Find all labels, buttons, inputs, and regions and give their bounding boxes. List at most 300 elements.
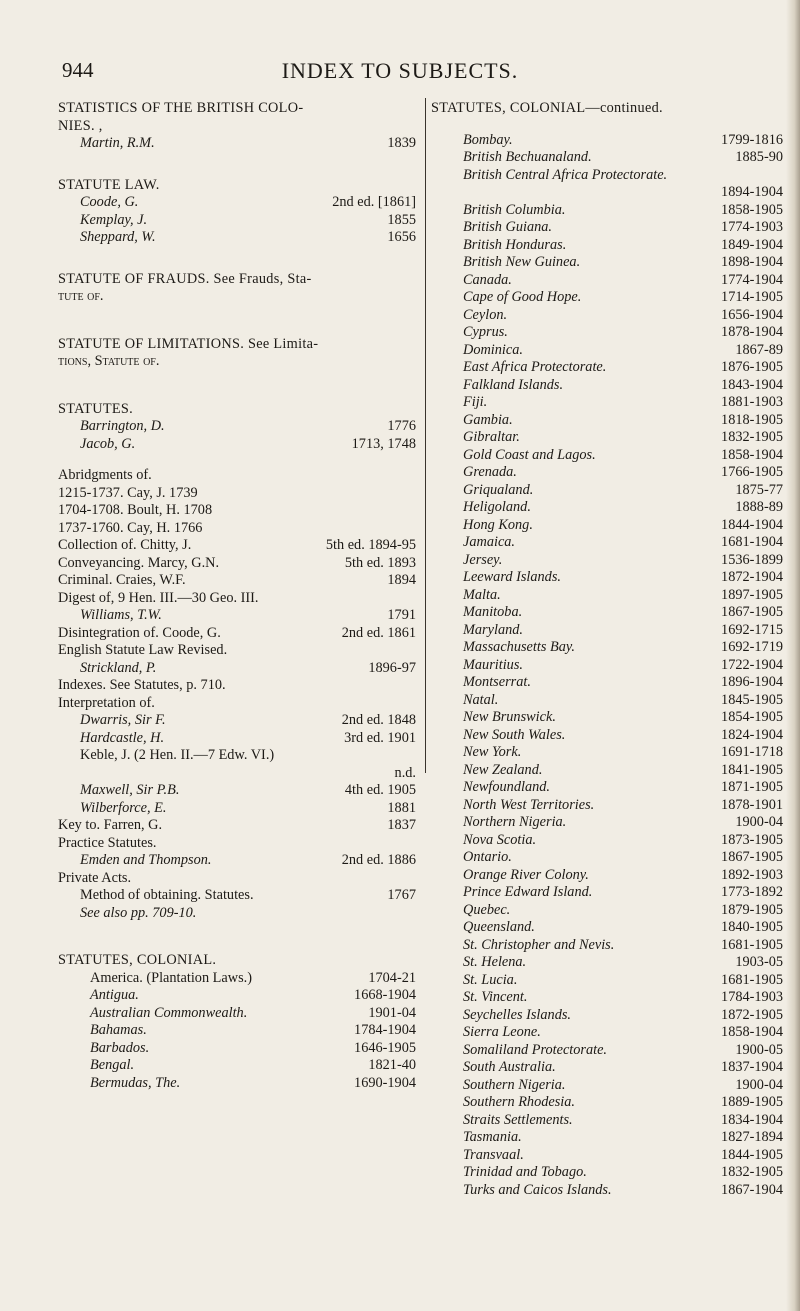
index-entry (431, 972, 783, 990)
entry-date: 1818-1905 (721, 411, 783, 428)
entry-text: New York. (463, 744, 522, 760)
entry-date: 1536-1899 (721, 551, 783, 568)
index-entry (431, 884, 783, 902)
entry-date: 1839 (387, 135, 416, 151)
entry-date: 1714-1905 (721, 289, 783, 305)
entry-date: 1774-1903 (721, 219, 783, 235)
index-entry (431, 412, 783, 430)
index-entry (431, 604, 783, 622)
heading-text: STATUTE OF LIMITATIONS. See Limita- (58, 335, 319, 352)
entry-text: Nova Scotia. (463, 831, 537, 848)
index-entry (431, 587, 783, 605)
index-entry (58, 870, 416, 888)
index-entry (431, 1007, 783, 1025)
heading-text: STATISTICS OF THE BRITISH COLO- (58, 100, 304, 116)
index-entry (58, 135, 416, 153)
entry-date: 1872-1905 (721, 1006, 783, 1023)
entry-text: Maxwell, Sir P.B. (80, 782, 180, 798)
entry-text: tions, Statute of. (58, 353, 160, 369)
entry-text: Sheppard, W. (80, 229, 156, 245)
index-entry (58, 765, 416, 783)
entry-date: 1776 (387, 418, 416, 434)
index-entry (431, 1112, 783, 1130)
entry-text: 1215-1737. Cay, J. 1739 (58, 484, 198, 501)
entry-date: 1713, 1748 (351, 435, 416, 452)
entry-date: 1897-1905 (721, 586, 783, 603)
index-entry (431, 919, 783, 937)
entry-text: British Honduras. (463, 236, 567, 253)
entry-text: Northern Nigeria. (463, 814, 567, 830)
entry-text: Tasmania. (463, 1129, 522, 1145)
entry-text: Maryland. (463, 621, 523, 638)
entry-text: Criminal. Craies, W.F. (58, 572, 186, 588)
index-entry (58, 800, 416, 818)
entry-text: Disintegration of. Coode, G. (58, 624, 221, 641)
column-divider (425, 98, 426, 773)
entry-date: 1885-90 (735, 149, 783, 165)
index-entry (431, 779, 783, 797)
index-entry (431, 377, 783, 395)
entry-text: Sierra Leone. (463, 1024, 541, 1040)
entry-text: Jersey. (463, 551, 503, 568)
index-entry (58, 987, 416, 1005)
entry-text: East Africa Protectorate. (463, 359, 607, 375)
index-entry (58, 607, 416, 625)
entry-text: Kemplay, J. (80, 211, 148, 228)
index-entry (58, 660, 416, 678)
entry-text: Manitoba. (463, 604, 523, 620)
index-entry (431, 744, 783, 762)
entry-date: 4th ed. 1905 (344, 782, 416, 798)
index-entry (431, 692, 783, 710)
entry-text: South Australia. (463, 1059, 556, 1075)
entry-text: Dwarris, Sir F. (80, 712, 166, 728)
entry-text: Transvaal. (463, 1146, 524, 1163)
entry-text: Somaliland Protectorate. (463, 1041, 608, 1058)
index-entry (58, 835, 416, 853)
index-entry (58, 730, 416, 748)
entry-text: Heligoland. (463, 499, 531, 515)
entry-text: British Central Africa Protectorate. (463, 166, 668, 183)
entry-text: 1737-1760. Cay, H. 1766 (58, 519, 203, 536)
entry-text: Wilberforce, E. (80, 799, 167, 816)
page-number: 944 (62, 58, 94, 82)
index-entry (431, 202, 783, 220)
entry-date: 5th ed. 1893 (344, 554, 416, 571)
entry-date: 1867-1905 (721, 604, 783, 620)
spacer (58, 153, 416, 177)
entry-date: 1849-1904 (721, 236, 783, 253)
entry-text: Montserrat. (463, 674, 531, 690)
entry-date: 1646-1905 (354, 1039, 416, 1056)
index-heading (58, 118, 416, 136)
index-entry (58, 418, 416, 436)
index-entry (58, 1057, 416, 1075)
entry-text: Interpretation of. (58, 694, 155, 711)
entry-date: 1824-1904 (721, 726, 783, 743)
entry-text: English Statute Law Revised. (58, 642, 228, 658)
entry-text: Trinidad and Tobago. (463, 1164, 587, 1180)
entry-text: St. Lucia. (463, 971, 518, 988)
entry-text: Gambia. (463, 411, 513, 428)
index-entry (431, 272, 783, 290)
index-entry (58, 537, 416, 555)
right-column (431, 100, 783, 1199)
entry-text: Griqualand. (463, 481, 534, 498)
entry-text: Canada. (463, 271, 512, 288)
index-entry (431, 1024, 783, 1042)
entry-date: 1844-1904 (721, 516, 783, 533)
index-entry (58, 747, 416, 765)
entry-date: n.d. (394, 764, 416, 781)
entry-text: Ceylon. (463, 306, 508, 323)
entry-date: 1821-40 (368, 1057, 416, 1073)
entry-text: Bengal. (90, 1057, 135, 1073)
entry-date: 2nd ed. 1861 (341, 624, 416, 641)
index-entry (431, 1077, 783, 1095)
index-entry (431, 307, 783, 325)
entry-text: Gold Coast and Lagos. (463, 446, 596, 463)
index-entry (431, 499, 783, 517)
entry-date: 1898-1904 (721, 254, 783, 270)
entry-date: 1858-1904 (721, 1024, 783, 1040)
entry-date: 1900-04 (735, 814, 783, 830)
entry-date: 1867-1904 (721, 1181, 783, 1198)
index-entry (58, 642, 416, 660)
entry-text: Newfoundland. (463, 779, 550, 795)
entry-date: 1832-1905 (721, 1164, 783, 1180)
entry-text: Grenada. (463, 464, 517, 480)
entry-text: British Columbia. (463, 201, 566, 218)
entry-text: British Bechuanaland. (463, 149, 592, 165)
entry-date: 1879-1905 (721, 901, 783, 918)
entry-text: Bombay. (463, 131, 513, 148)
index-entry (431, 184, 783, 202)
entry-text: Turks and Caicos Islands. (463, 1181, 612, 1198)
entry-text: Strickland, P. (80, 659, 157, 676)
entry-text: Conveyancing. Marcy, G.N. (58, 554, 220, 571)
entry-date: 1896-97 (368, 659, 416, 676)
entry-text: Williams, T.W. (80, 607, 162, 623)
index-entry (431, 727, 783, 745)
index-entry (58, 520, 416, 538)
index-entry (58, 905, 416, 923)
entry-date: 1892-1903 (721, 866, 783, 883)
page-edge-shadow (786, 0, 800, 1311)
entry-text: Hardcastle, H. (80, 729, 165, 746)
entry-date: 1867-89 (735, 341, 783, 358)
entry-text: America. (Plantation Laws.) (90, 969, 252, 986)
index-entry (431, 149, 783, 167)
index-entry (431, 902, 783, 920)
entry-date: 1766-1905 (721, 464, 783, 480)
entry-date: 1774-1904 (721, 271, 783, 288)
entry-text: St. Helena. (463, 954, 527, 970)
index-entry (431, 622, 783, 640)
entry-date: 1878-1901 (721, 796, 783, 813)
index-entry (58, 1040, 416, 1058)
entry-text: Leeward Islands. (463, 569, 561, 585)
entry-date: 1767 (387, 887, 416, 903)
index-entry (431, 937, 783, 955)
index-entry (58, 782, 416, 800)
entry-text: Practice Statutes. (58, 834, 157, 851)
index-entry (431, 394, 783, 412)
entry-text: Barrington, D. (80, 418, 165, 434)
entry-date: 1690-1904 (354, 1074, 416, 1091)
index-entry (431, 552, 783, 570)
entry-date: 1784-1903 (721, 989, 783, 1005)
index-heading (431, 100, 783, 118)
index-entry (431, 657, 783, 675)
index-entry (431, 709, 783, 727)
index-entry (431, 219, 783, 237)
index-entry (58, 555, 416, 573)
index-entry (431, 289, 783, 307)
heading-text: STATUTE LAW. (58, 176, 160, 193)
entry-text: Australian Commonwealth. (90, 1004, 248, 1021)
index-entry (58, 502, 416, 520)
entry-date: 1855 (387, 211, 416, 228)
entry-text: Seychelles Islands. (463, 1006, 571, 1023)
entry-date: 1867-1905 (721, 849, 783, 865)
entry-date: 1837-1904 (721, 1059, 783, 1075)
index-entry (58, 194, 416, 212)
entry-text: Mauritius. (463, 656, 523, 673)
entry-date: 1681-1905 (721, 936, 783, 953)
index-entry (431, 254, 783, 272)
index-entry (431, 1147, 783, 1165)
entry-text: New Brunswick. (463, 709, 556, 725)
index-entry (431, 849, 783, 867)
entry-date: 1858-1904 (721, 446, 783, 463)
entry-date: 1784-1904 (354, 1022, 416, 1038)
index-entry (58, 1005, 416, 1023)
index-entry (58, 212, 416, 230)
entry-text: Southern Nigeria. (463, 1076, 566, 1093)
index-entry (431, 1042, 783, 1060)
entry-date: 1872-1904 (721, 569, 783, 585)
entry-date: 1894-1904 (721, 184, 783, 200)
entry-date: 1691-1718 (721, 744, 783, 760)
spacer (58, 371, 416, 401)
heading-text: STATUTES. (58, 400, 134, 417)
entry-date: 1878-1904 (721, 324, 783, 340)
entry-text: Gibraltar. (463, 429, 520, 445)
entry-text: Malta. (463, 586, 501, 603)
index-entry (58, 288, 416, 306)
entry-date: 1791 (387, 607, 416, 623)
index-entry (431, 762, 783, 780)
index-heading (58, 271, 416, 289)
entry-date: 1692-1719 (721, 639, 783, 655)
index-entry (431, 639, 783, 657)
entry-date: 1799-1816 (721, 131, 783, 148)
index-entry (58, 436, 416, 454)
index-entry (58, 572, 416, 590)
index-entry (58, 887, 416, 905)
index-entry (431, 464, 783, 482)
entry-date: 1692-1715 (721, 621, 783, 638)
entry-date: 1875-77 (735, 481, 783, 498)
entry-date: 1704-21 (368, 969, 416, 986)
entry-text: Bahamas. (90, 1022, 147, 1038)
entry-text: Prince Edward Island. (463, 884, 593, 900)
index-entry (58, 677, 416, 695)
entry-text: Antigua. (90, 987, 139, 1003)
entry-text: Massachusetts Bay. (463, 639, 575, 655)
entry-text: Jamaica. (463, 534, 516, 550)
entry-text: Indexes. See Statutes, p. 710. (58, 677, 226, 693)
entry-text: Coode, G. (80, 194, 139, 210)
entry-text: St. Vincent. (463, 989, 528, 1005)
index-entry (431, 954, 783, 972)
entry-text: British New Guinea. (463, 254, 581, 270)
index-entry (431, 534, 783, 552)
entry-date: 1871-1905 (721, 779, 783, 795)
entry-date: 3rd ed. 1901 (344, 729, 416, 746)
entry-text: 1704-1708. Boult, H. 1708 (58, 502, 213, 518)
index-entry (431, 1059, 783, 1077)
entry-text: New Zealand. (463, 761, 543, 778)
entry-date: 1844-1905 (721, 1146, 783, 1163)
entry-text: North West Territories. (463, 796, 595, 813)
index-entry (58, 353, 416, 371)
entry-text: Private Acts. (58, 869, 132, 886)
entry-date: 1832-1905 (721, 429, 783, 445)
entry-date: 1841-1905 (721, 761, 783, 778)
entry-text: Queensland. (463, 919, 535, 935)
index-entry (431, 832, 783, 850)
entry-date: 1888-89 (735, 499, 783, 515)
entry-text: Hong Kong. (463, 516, 533, 533)
spacer (58, 453, 416, 467)
index-entry (58, 712, 416, 730)
entry-text: Natal. (463, 691, 499, 708)
entry-date: 1843-1904 (721, 376, 783, 393)
entry-date: 1881 (387, 799, 416, 816)
entry-date: 1896-1904 (721, 674, 783, 690)
spacer (431, 118, 783, 132)
heading-text: STATUTES, COLONIAL—continued. (431, 100, 663, 116)
index-entry (58, 1022, 416, 1040)
entry-text: Bermudas, The. (90, 1074, 181, 1091)
index-entry (431, 429, 783, 447)
entry-text: Straits Settlements. (463, 1111, 573, 1128)
entry-text: Emden and Thompson. (80, 852, 212, 868)
page-header (0, 58, 800, 88)
entry-text: New South Wales. (463, 726, 566, 743)
entry-text: Abridgments of. (58, 467, 152, 483)
index-entry (58, 1075, 416, 1093)
entry-date: 5th ed. 1894-95 (325, 537, 416, 553)
index-entry (58, 229, 416, 247)
entry-date: 2nd ed. [1861] (332, 194, 416, 210)
page-title: INDEX TO SUBJECTS. (281, 58, 519, 83)
index-heading (58, 952, 416, 970)
index-entry (431, 517, 783, 535)
entry-text: Jacob, G. (80, 435, 136, 452)
index-entry (431, 569, 783, 587)
entry-date: 1900-04 (735, 1076, 783, 1093)
index-entry (431, 989, 783, 1007)
entry-text: tute of. (58, 288, 104, 304)
index-entry (431, 132, 783, 150)
entry-date: 1656-1904 (721, 306, 783, 323)
entry-date: 1903-05 (735, 954, 783, 970)
entry-text: Barbados. (90, 1039, 150, 1056)
index-heading (58, 401, 416, 419)
entry-text: Martin, R.M. (80, 135, 155, 151)
entry-date: 1873-1905 (721, 831, 783, 848)
entry-date: 1834-1904 (721, 1111, 783, 1128)
index-entry (58, 852, 416, 870)
entry-date: 1858-1905 (721, 201, 783, 218)
index-heading (58, 100, 416, 118)
index-entry (431, 342, 783, 360)
index-entry (58, 467, 416, 485)
index-entry (431, 167, 783, 185)
entry-text: Cape of Good Hope. (463, 289, 582, 305)
entry-text: Orange River Colony. (463, 866, 589, 883)
entry-date: 1656 (387, 229, 416, 245)
entry-date: 1845-1905 (721, 691, 783, 708)
entry-date: 1773-1892 (721, 884, 783, 900)
index-entry (58, 485, 416, 503)
index-entry (431, 237, 783, 255)
left-column (58, 100, 416, 1092)
index-entry (431, 1129, 783, 1147)
entry-date: 1840-1905 (721, 919, 783, 935)
index-entry (431, 674, 783, 692)
index-entry (431, 482, 783, 500)
entry-date: 1889-1905 (721, 1094, 783, 1110)
entry-date: 1876-1905 (721, 359, 783, 375)
entry-text: Fiji. (463, 394, 488, 410)
entry-date: 1894 (387, 572, 416, 588)
entry-date: 1681-1905 (721, 971, 783, 988)
entry-date: 1900-05 (735, 1041, 783, 1058)
index-entry (58, 695, 416, 713)
index-entry (431, 359, 783, 377)
entry-text: Collection of. Chitty, J. (58, 537, 192, 553)
index-entry (58, 970, 416, 988)
index-heading (58, 336, 416, 354)
index-entry (431, 867, 783, 885)
spacer (58, 247, 416, 271)
index-entry (431, 797, 783, 815)
entry-text: British Guiana. (463, 219, 552, 235)
index-entry (58, 625, 416, 643)
entry-date: 2nd ed. 1886 (341, 852, 416, 868)
entry-text: Key to. Farren, G. (58, 817, 163, 833)
heading-text: STATUTE OF FRAUDS. See Frauds, Sta- (58, 270, 312, 287)
index-heading (58, 177, 416, 195)
entry-text: Dominica. (463, 341, 523, 358)
entry-date: 1901-04 (368, 1004, 416, 1021)
entry-text: Ontario. (463, 849, 512, 865)
entry-text: Keble, J. (2 Hen. II.—7 Edw. VI.) (80, 747, 275, 763)
index-entry (431, 1182, 783, 1200)
entry-text: Digest of, 9 Hen. III.—30 Geo. III. (58, 589, 259, 606)
entry-date: 1681-1904 (721, 534, 783, 550)
index-entry (431, 814, 783, 832)
index-entry (431, 447, 783, 465)
heading-text: NIES. , (58, 117, 103, 134)
entry-text: Cyprus. (463, 324, 508, 340)
heading-text: STATUTES, COLONIAL. (58, 952, 217, 968)
entry-text: Quebec. (463, 901, 511, 918)
